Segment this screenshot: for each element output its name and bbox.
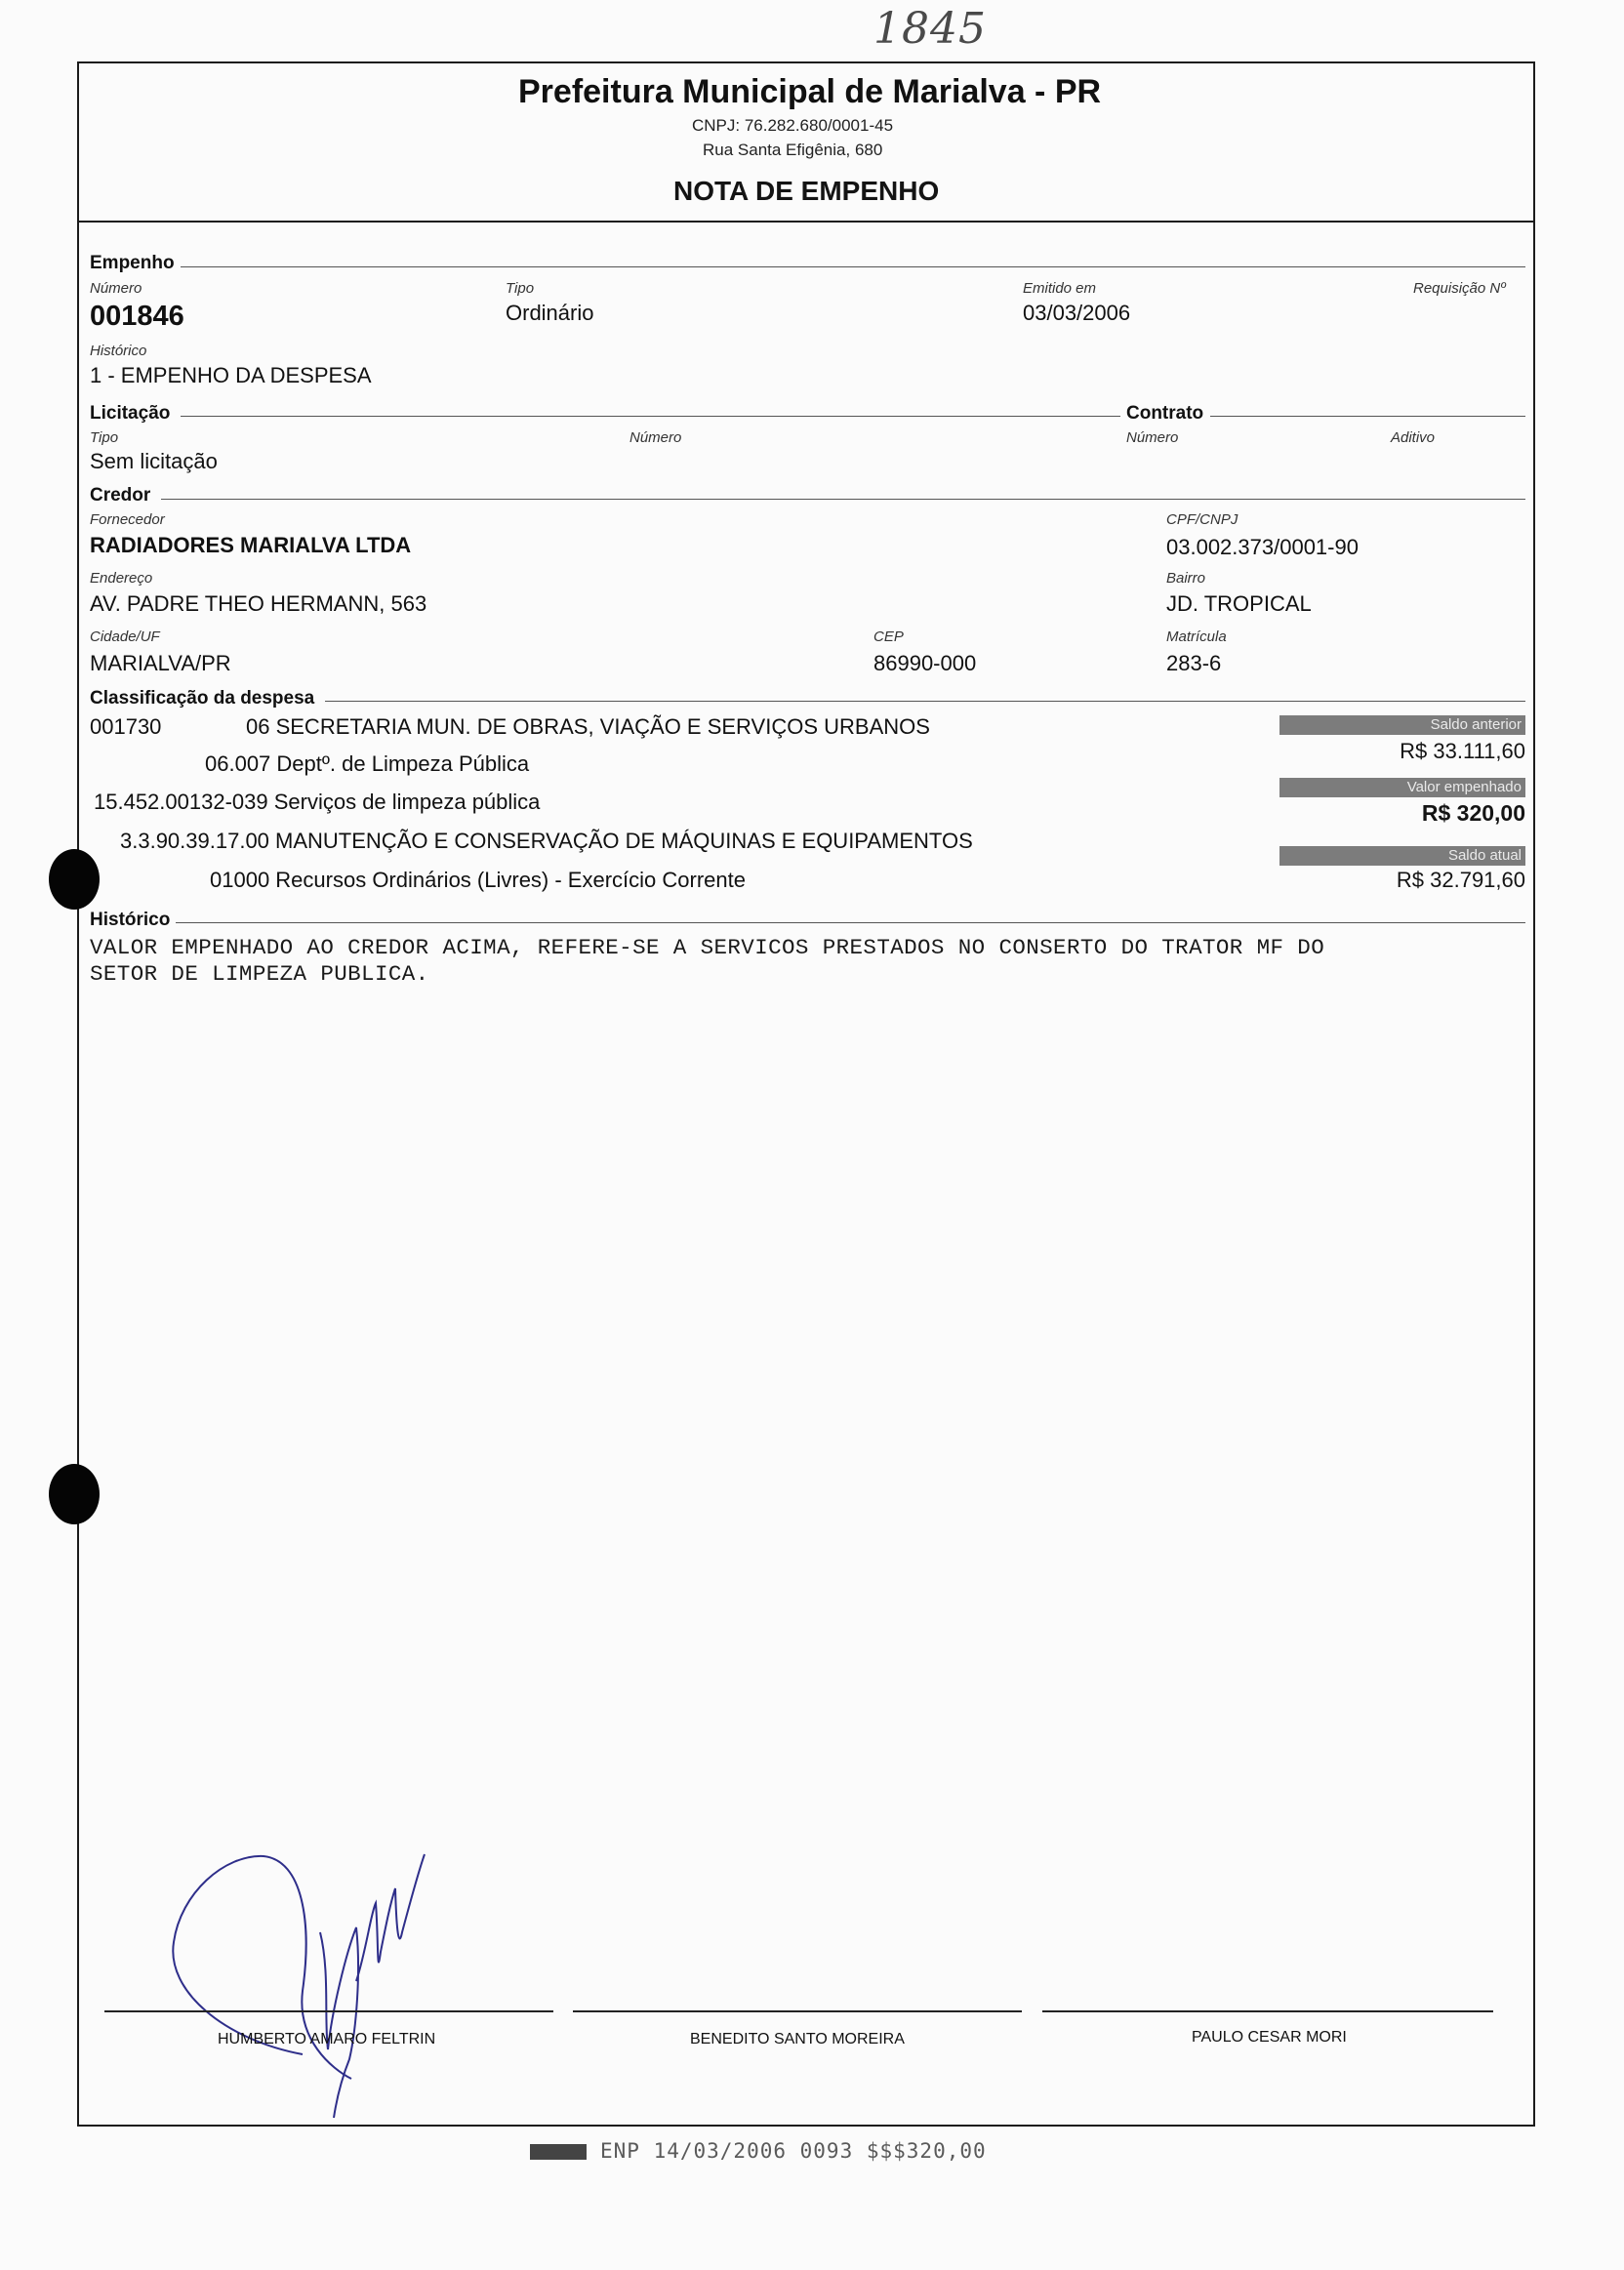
contrato-numero-label: Número <box>1126 429 1179 446</box>
cidade-uf: MARIALVA/PR <box>90 651 231 675</box>
empenho-historico: 1 - EMPENHO DA DESPESA <box>90 363 372 387</box>
empenho-numero: 001846 <box>90 301 184 332</box>
matricula-label: Matrícula <box>1166 628 1227 645</box>
processing-stamp-text: ENP 14/03/2006 0093 $$$320,00 <box>600 2139 987 2163</box>
section-rule <box>176 922 1525 923</box>
cidade-label: Cidade/UF <box>90 628 160 645</box>
org-name: Prefeitura Municipal de Marialva - PR <box>518 73 1102 110</box>
document-title: NOTA DE EMPENHO <box>673 176 940 206</box>
section-classificacao: Classificação da despesa <box>90 688 315 709</box>
saldo-anterior-value: R$ 33.111,60 <box>1400 739 1525 763</box>
requisicao-label: Requisição Nº <box>1413 280 1506 297</box>
cep-label: CEP <box>873 628 904 645</box>
licitacao-numero-label: Número <box>629 429 682 446</box>
signature-name-2: BENEDITO SANTO MOREIRA <box>690 2031 905 2047</box>
signature-name-1: HUMBERTO AMARO FELTRIN <box>218 2031 436 2047</box>
section-rule <box>181 416 1120 417</box>
org-cnpj: CNPJ: 76.282.680/0001-45 <box>692 116 894 135</box>
saldo-anterior-label: Saldo anterior <box>1279 715 1525 735</box>
bairro: JD. TROPICAL <box>1166 591 1312 616</box>
emitido-date: 03/03/2006 <box>1023 301 1131 325</box>
emitido-label: Emitido em <box>1023 280 1097 297</box>
section-licitacao: Licitação <box>90 403 171 424</box>
classificacao-unidade: 06.007 Deptº. de Limpeza Pública <box>205 751 530 776</box>
saldo-atual-label: Saldo atual <box>1279 846 1525 866</box>
section-rule <box>161 499 1525 500</box>
handwritten-signature <box>156 1835 468 2128</box>
section-rule <box>181 266 1525 267</box>
cep: 86990-000 <box>873 651 977 675</box>
processing-stamp <box>530 2139 987 2163</box>
handwritten-page-number: 1845 <box>873 4 987 54</box>
licitacao-tipo: Sem licitação <box>90 449 218 473</box>
empenho-tipo-label: Tipo <box>506 280 535 297</box>
classificacao-funcional: 15.452.00132-039 Serviços de limpeza pública <box>94 790 541 814</box>
section-historico: Histórico <box>90 910 171 930</box>
signature-line-2 <box>573 2010 1022 2012</box>
signature-line-1 <box>104 2010 553 2012</box>
section-contrato: Contrato <box>1126 403 1204 424</box>
licitacao-tipo-label: Tipo <box>90 429 119 446</box>
saldo-atual-value: R$ 32.791,60 <box>1396 868 1525 892</box>
historico-line-2: SETOR DE LIMPEZA PUBLICA. <box>90 961 429 987</box>
bairro-label: Bairro <box>1166 570 1206 587</box>
fornecedor-label: Fornecedor <box>90 511 165 528</box>
empenho-tipo: Ordinário <box>506 301 594 325</box>
empenho-historico-label: Histórico <box>90 343 147 359</box>
valor-empenhado-value: R$ 320,00 <box>1421 800 1525 826</box>
stamp-logo-icon <box>530 2144 587 2160</box>
empenho-numero-label: Número <box>90 280 142 297</box>
valor-empenhado-label: Valor empenhado <box>1279 778 1525 797</box>
section-rule <box>325 701 1525 702</box>
classificacao-recurso: 01000 Recursos Ordinários (Livres) - Exercício Corrente <box>210 868 746 892</box>
section-credor: Credor <box>90 485 151 506</box>
historico-line-1: VALOR EMPENHADO AO CREDOR ACIMA, REFERE-SE A SERVICOS PRESTADOS NO CONSERTO DO TRATOR MF DO <box>90 935 1325 960</box>
matricula: 283-6 <box>1166 651 1222 675</box>
header-divider <box>77 221 1535 223</box>
endereco: AV. PADRE THEO HERMANN, 563 <box>90 591 427 616</box>
section-empenho: Empenho <box>90 253 175 273</box>
classificacao-orgao: 06 SECRETARIA MUN. DE OBRAS, VIAÇÃO E SERVIÇOS URBANOS <box>246 714 930 739</box>
section-rule <box>1210 416 1525 417</box>
classificacao-code: 001730 <box>90 714 162 739</box>
punch-hole <box>49 1464 100 1524</box>
cpf-cnpj: 03.002.373/0001-90 <box>1166 535 1359 559</box>
punch-hole <box>49 849 100 910</box>
org-address: Rua Santa Efigênia, 680 <box>703 141 883 159</box>
endereco-label: Endereço <box>90 570 153 587</box>
classificacao-elemento: 3.3.90.39.17.00 MANUTENÇÃO E CONSERVAÇÃO DE MÁQUINAS E EQUIPAMENTOS <box>120 829 973 853</box>
contrato-aditivo-label: Aditivo <box>1391 429 1436 446</box>
signature-name-3: PAULO CESAR MORI <box>1192 2029 1347 2046</box>
signature-line-3 <box>1042 2010 1493 2012</box>
fornecedor-name: RADIADORES MARIALVA LTDA <box>90 533 412 557</box>
cpf-cnpj-label: CPF/CNPJ <box>1166 511 1238 528</box>
